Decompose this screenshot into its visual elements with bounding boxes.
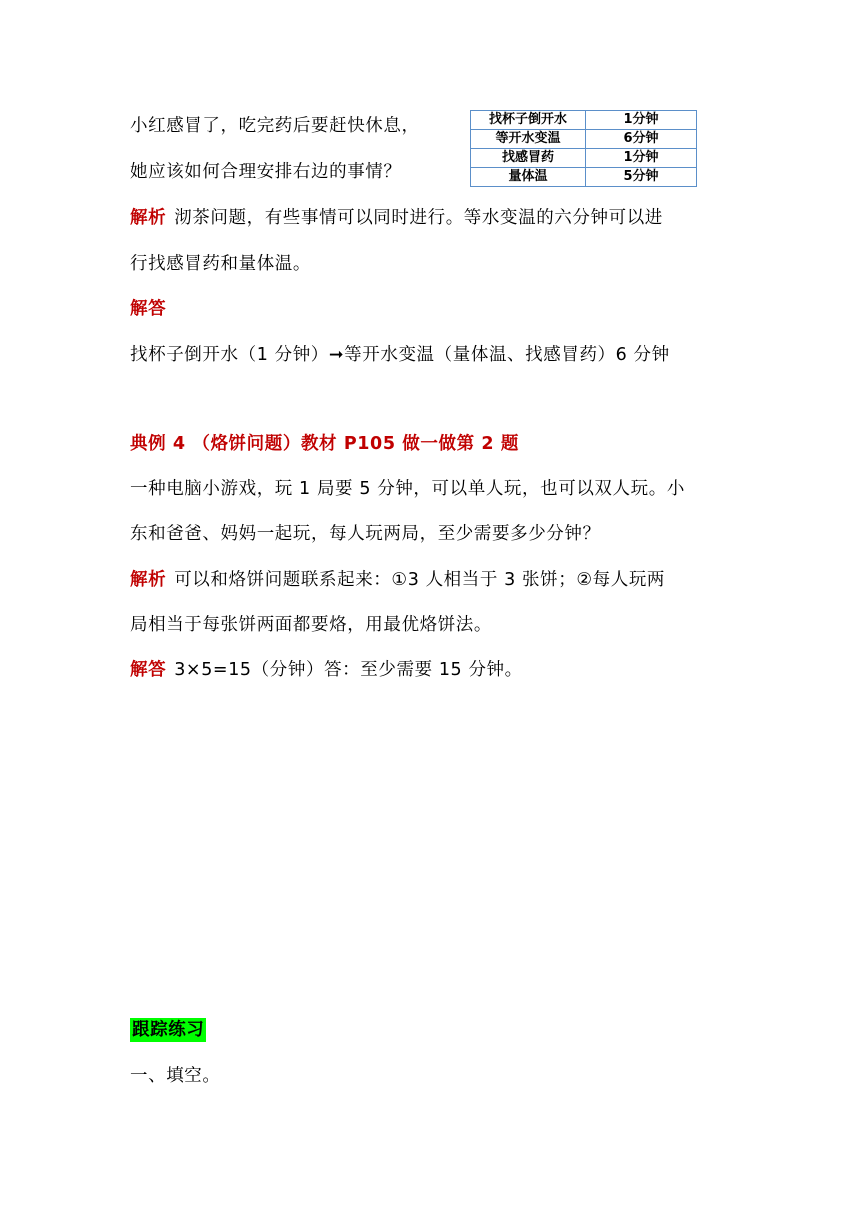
table-row — [471, 130, 697, 149]
analysis-2-line-2: 局相当于每张饼两面都要烙，用最优烙饼法。 — [130, 615, 492, 635]
task-duration: 5分钟 — [586, 168, 697, 187]
analysis-label: 解析 — [130, 208, 167, 228]
answer-text: 3×5=15（分钟）答：至少需要 15 分钟。 — [174, 660, 523, 680]
table-row — [471, 111, 697, 130]
answer-1-text: 找杯子倒开水（1 分钟）➞等开水变温（量体温、找感冒药）6 分钟 — [130, 345, 670, 365]
practice-heading: 跟踪练习 — [132, 1020, 205, 1040]
analysis-text: 沏茶问题，有些事情可以同时进行。等水变温的六分钟可以进 — [174, 208, 663, 228]
intro-line-2: 她应该如何合理安排右边的事情？ — [130, 162, 402, 182]
task-duration: 1分钟 — [586, 111, 697, 130]
task-name: 等开水变温 — [471, 130, 586, 149]
task-name: 找感冒药 — [471, 149, 586, 168]
answer-label: 解答 — [130, 660, 167, 680]
analysis-label: 解析 — [130, 570, 167, 590]
analysis-1-line-1 — [130, 206, 663, 230]
analysis-text: 可以和烙饼问题联系起来：①3 人相当于 3 张饼；②每人玩两 — [174, 570, 666, 590]
task-duration-table — [470, 110, 697, 187]
task-duration: 1分钟 — [586, 149, 697, 168]
analysis-2-line-1 — [130, 568, 665, 592]
example-4-heading: 典例 4 （烙饼问题）教材 P105 做一做第 2 题 — [130, 434, 519, 454]
task-duration: 6分钟 — [586, 130, 697, 149]
practice-heading-line — [130, 1018, 206, 1042]
example-4-question-line-1: 一种电脑小游戏，玩 1 局要 5 分钟，可以单人玩，也可以双人玩。小 — [130, 479, 685, 499]
answer-2-line — [130, 658, 523, 682]
intro-line-1: 小红感冒了，吃完药后要赶快休息， — [130, 116, 420, 136]
section-fill-blank: 一、填空。 — [130, 1066, 221, 1086]
task-name: 量体温 — [471, 168, 586, 187]
example-4-question-line-2: 东和爸爸、妈妈一起玩，每人玩两局，至少需要多少分钟？ — [130, 524, 601, 544]
answer-1-label: 解答 — [130, 299, 167, 319]
task-name: 找杯子倒开水 — [471, 111, 586, 130]
table-row — [471, 168, 697, 187]
table-row — [471, 149, 697, 168]
analysis-1-line-2: 行找感冒药和量体温。 — [130, 254, 311, 274]
